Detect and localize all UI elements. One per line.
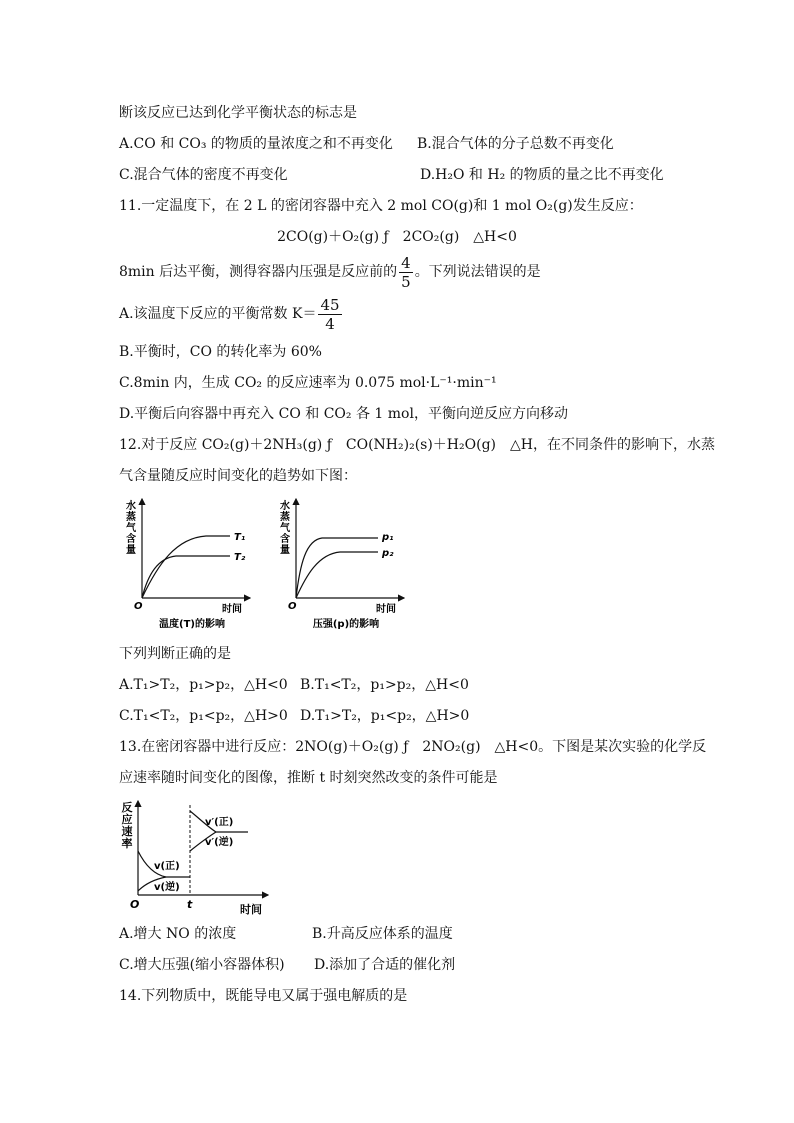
- x-axis-label: 时间: [240, 903, 262, 916]
- y-label-char: 量: [126, 545, 136, 556]
- q10-option-b: B.混合气体的分子总数不再变化: [417, 136, 614, 152]
- curve-t1: [142, 536, 230, 598]
- q11-stem: 11.一定温度下，在 2 L 的密闭容器中充入 2 mol CO(g)和 1 mol O₂(g)发生反应：: [119, 198, 643, 214]
- pressure-fraction: [399, 254, 413, 291]
- x-axis-label: 时间: [222, 604, 242, 615]
- curve-p2-label: p₂: [382, 548, 394, 559]
- t-label: t: [187, 898, 193, 911]
- q11-line2-pre: 8min 后达平衡，测得容器内压强是反应前的: [119, 264, 398, 280]
- fraction-denominator: 4: [325, 314, 335, 333]
- k-fraction: [318, 296, 341, 333]
- v2-reverse-label: v′(逆): [205, 837, 234, 848]
- temperature-effect-graph: [118, 494, 258, 634]
- y-label-char: 气: [280, 523, 290, 534]
- q13-stem: 13.在密闭容器中进行反应：2NO(g)＋O₂(g) ƒ 2NO₂(g) △H<0。下图是某次实验的化学反: [119, 739, 707, 755]
- q11-option-a-pre: A.该温度下反应的平衡常数 K＝: [119, 306, 317, 322]
- q10-option-d: D.H₂O 和 H₂ 的物质的量之比不再变化: [420, 167, 664, 183]
- graph-caption: 压强(p)的影响: [312, 619, 380, 630]
- y-label-char: 水: [280, 501, 290, 512]
- q13-option-b: B.升高反应体系的温度: [312, 926, 453, 942]
- y-label-char: 水: [126, 501, 136, 512]
- q12-option-d: D.T₁>T₂，p₁<p₂，△H>0: [300, 708, 470, 724]
- fraction-numerator: 4: [401, 253, 411, 272]
- y-axis-label: [280, 499, 291, 556]
- q13-option-d: D.添加了合适的催化剂: [314, 957, 456, 973]
- x-axis-label: 时间: [376, 604, 396, 615]
- curve-p2: [296, 552, 378, 598]
- fraction-denominator: 5: [401, 272, 411, 291]
- curve-p1: [296, 538, 378, 598]
- q12-option-a: A.T₁>T₂，p₁>p₂，△H<0: [119, 677, 288, 693]
- q11-line2: [119, 252, 541, 292]
- origin-label: O: [288, 601, 297, 612]
- y-label-char: 量: [280, 545, 290, 556]
- y-axis-label: [122, 800, 133, 850]
- y-label-char: 蒸: [280, 512, 290, 523]
- q11-option-c: C.8min 内，生成 CO₂ 的反应速率为 0.075 mol·L⁻¹·min⁻¹: [119, 375, 497, 391]
- y-label-char: 气: [126, 523, 136, 534]
- y-label-char: 反: [121, 801, 133, 814]
- q11-line2-post: 。下列说法错误的是: [414, 264, 541, 280]
- intro-line: 断该反应已达到化学平衡状态的标志是: [119, 105, 357, 121]
- q13-option-a: A.增大 NO 的浓度: [119, 926, 237, 942]
- q11-equation: 2CO(g)＋O₂(g) ƒ 2CO₂(g) △H<0: [277, 229, 517, 245]
- y-axis-label: [126, 499, 137, 556]
- v-reverse-label: v(逆): [154, 882, 180, 893]
- y-label-char: 含: [280, 534, 290, 545]
- q12-ask: 下列判断正确的是: [119, 646, 231, 662]
- v-forward-label: v(正): [154, 861, 180, 872]
- curve-t1-label: T₁: [234, 532, 246, 543]
- q14-stem: 14.下列物质中，既能导电又属于强电解质的是: [119, 988, 408, 1004]
- fraction-numerator: 45: [320, 295, 340, 314]
- reaction-rate-graph: [116, 797, 276, 919]
- v2-forward-label: v′(正): [205, 817, 234, 828]
- q11-option-b: B.平衡时，CO 的转化率为 60%: [119, 344, 322, 360]
- q12-option-b: B.T₁<T₂，p₁>p₂，△H<0: [300, 677, 469, 693]
- q13-stem-continued: 应速率随时间变化的图像，推断 t 时刻突然改变的条件可能是: [119, 770, 498, 786]
- q12-stem-continued: 气含量随反应时间变化的趋势如下图：: [119, 468, 357, 484]
- origin-label: O: [130, 898, 140, 911]
- q10-option-c: C.混合气体的密度不再变化: [119, 167, 288, 183]
- graph-caption: 温度(T)的影响: [159, 619, 225, 630]
- curve-t2-label: T₂: [234, 552, 246, 563]
- y-label-char: 应: [121, 813, 133, 826]
- q11-option-a: [119, 294, 344, 334]
- curve-p1-label: p₁: [382, 532, 394, 543]
- origin-label: O: [134, 601, 143, 612]
- y-label-char: 蒸: [126, 512, 136, 523]
- y-label-char: 率: [121, 837, 133, 850]
- q11-option-d: D.平衡后向容器中再充入 CO 和 CO₂ 各 1 mol，平衡向逆反应方向移动: [119, 406, 568, 422]
- q12-stem: 12.对于反应 CO₂(g)＋2NH₃(g) ƒ CO(NH₂)₂(s)＋H₂O(g) △H，在不同条件的影响下，水蒸: [119, 437, 715, 453]
- y-label-char: 含: [126, 534, 136, 545]
- q13-option-c: C.增大压强(缩小容器体积): [119, 957, 285, 973]
- pressure-effect-graph: [272, 494, 412, 634]
- q10-option-a: A.CO 和 CO₃ 的物质的量浓度之和不再变化: [119, 136, 393, 152]
- curve-t2: [142, 556, 230, 598]
- y-label-char: 速: [121, 825, 133, 838]
- q12-option-c: C.T₁<T₂，p₁<p₂，△H>0: [119, 708, 288, 724]
